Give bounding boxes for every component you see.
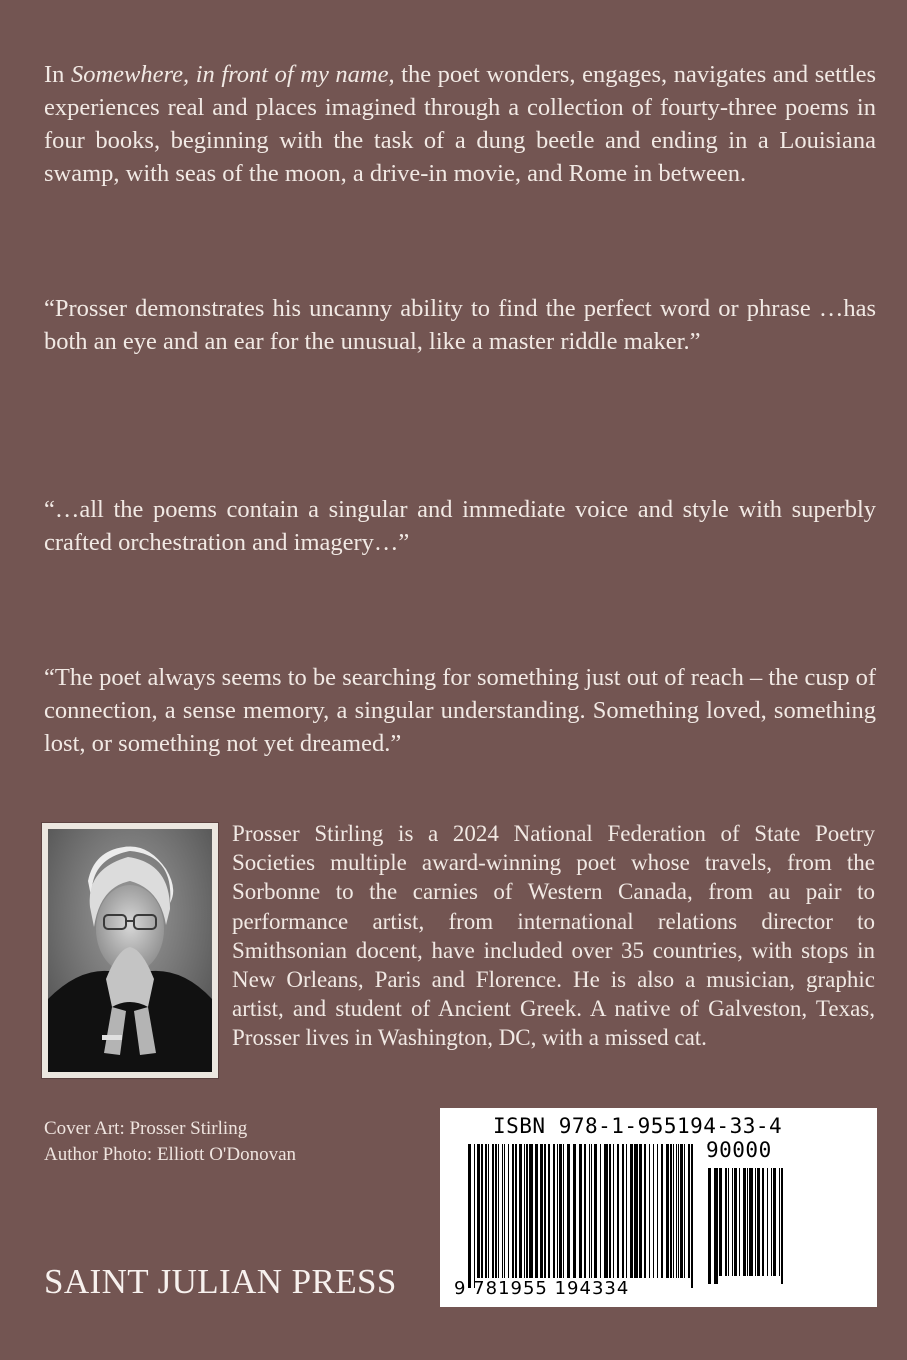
barcode-bar (680, 1144, 683, 1278)
barcode-bar (649, 1144, 650, 1278)
barcode-digits: 9 781955 194334 (454, 1278, 630, 1299)
author-portrait-image (48, 829, 212, 1072)
author-bio: Prosser Stirling is a 2024 National Federation of State Poetry Societies multiple award-winning poet whose travels, from the Sorbonne to the carnies of Western Canada, from au pair to performance artist, from international relations director to Smithsonian docent, have included over 35 countries, with stops in New Orleans, Paris and Florence. He is also a musician, graphic artist, and student of Ancient Greek. A native of Galveston, Texas, Prosser lives in Washington, DC, with a missed cat. (232, 821, 875, 1051)
credits (44, 1116, 296, 1168)
barcode-bar (678, 1144, 679, 1278)
barcode-bar (535, 1144, 538, 1278)
barcode-bar (719, 1168, 722, 1276)
barcode-bar (508, 1144, 509, 1278)
barcode-bar (670, 1144, 672, 1278)
barcode-bar (779, 1168, 780, 1276)
barcode-bar (634, 1144, 638, 1278)
barcode-bar (684, 1144, 685, 1278)
barcode-bar (519, 1144, 522, 1278)
author-photo (42, 823, 218, 1078)
barcode-bar (594, 1144, 597, 1278)
barcode-bar (771, 1168, 772, 1276)
barcode-bar (512, 1144, 514, 1278)
barcode-bar (567, 1144, 570, 1278)
barcode-bar (739, 1168, 740, 1276)
barcode-bar (617, 1144, 619, 1278)
barcode-bar (743, 1168, 746, 1276)
barcode-bar (573, 1144, 576, 1278)
barcode-bar (781, 1168, 783, 1284)
barcode-bar (609, 1144, 611, 1278)
barcode-bar (676, 1144, 677, 1278)
barcode-bar (613, 1144, 614, 1278)
barcode-bar (524, 1144, 525, 1278)
barcode-bar (762, 1168, 764, 1276)
barcode-bar (626, 1144, 627, 1278)
barcode-bar (767, 1168, 768, 1276)
barcode-bar (557, 1144, 558, 1278)
review-quote-2: “…all the poems contain a singular and immediate voice and style with superbly crafted orchestration and imagery…” (44, 496, 876, 556)
barcode-bar (553, 1144, 555, 1278)
barcode-bar (502, 1144, 503, 1278)
barcode-bar (589, 1144, 590, 1278)
barcode-bar (485, 1144, 487, 1278)
barcode-bar (540, 1144, 543, 1278)
barcode-bar (544, 1144, 546, 1278)
barcode-bar (666, 1144, 669, 1278)
barcode-bar (495, 1144, 497, 1278)
barcode-bar (492, 1144, 494, 1278)
barcode-bar (600, 1144, 601, 1278)
barcode-bar (657, 1144, 658, 1278)
barcode-bar (661, 1144, 663, 1278)
barcode-bar (548, 1144, 550, 1278)
barcode-bar (481, 1144, 483, 1278)
barcode-bar (639, 1144, 642, 1278)
barcode-bar (604, 1144, 608, 1278)
review-quote-1: “Prosser demonstrates his uncanny ability to find the perfect word or phrase …has both an eye and an ear for the unusual, like a master riddle maker.” (44, 295, 876, 355)
barcode-bar (477, 1144, 480, 1278)
price-code: 90000 (706, 1138, 772, 1162)
author-photo-credit: Author Photo: Elliott O'Donovan (44, 1144, 297, 1165)
barcode-bar (725, 1168, 727, 1276)
barcode-bar (563, 1144, 564, 1278)
barcode-bar (757, 1168, 760, 1276)
barcode-bar (630, 1144, 633, 1278)
barcode-bar (773, 1168, 776, 1276)
cover-art-credit: Cover Art: Prosser Stirling (44, 1118, 248, 1139)
barcode-bar (488, 1144, 489, 1278)
barcode-bar (691, 1144, 693, 1288)
barcode-bar (526, 1144, 528, 1278)
barcode-bar (584, 1144, 586, 1278)
barcode-bar (591, 1144, 592, 1278)
book-description: In Somewhere, in front of my name, the poet wonders, engages, navigates and settles experiences real and places imagined through a collection of fourty-three poems in four books, beginning with the task of a dung beetle and ending in a Louisiana swamp, with seas of the moon, a drive-in movie, and Rome in between. (44, 61, 876, 187)
barcode-bar (747, 1168, 748, 1276)
barcode-bar (504, 1144, 505, 1278)
isbn-label: ISBN 978-1-955194-33-4 (493, 1114, 783, 1138)
barcode-bar (708, 1168, 711, 1284)
barcode-bar (749, 1168, 753, 1276)
barcode-bar (468, 1144, 471, 1288)
barcode-bar (644, 1144, 646, 1278)
barcode-bar (559, 1144, 562, 1278)
publisher-name: SAINT JULIAN PRESS (44, 1262, 397, 1301)
barcode-bar (622, 1144, 624, 1278)
barcode-bar (732, 1168, 733, 1276)
barcode-bar (515, 1144, 517, 1278)
barcode-bar (653, 1144, 654, 1278)
barcode-bar (673, 1144, 674, 1278)
barcode-bar (498, 1144, 499, 1278)
review-quote-3: “The poet always seems to be searching for something just out of reach – the cusp of connection, a sense memory, a singular understanding. Something loved, something lost, or something not yet dreamed.” (44, 664, 876, 757)
barcode-bar (529, 1144, 533, 1278)
barcode-bar (474, 1144, 475, 1288)
barcode-bar (728, 1168, 729, 1276)
barcode-bar (579, 1144, 582, 1278)
barcode-bar (714, 1168, 718, 1284)
isbn-barcode (440, 1108, 877, 1307)
barcode-bar (688, 1144, 690, 1278)
barcode-bar (755, 1168, 756, 1276)
book-title: Somewhere, in front of my name (70, 61, 389, 88)
barcode-bar (734, 1168, 737, 1276)
